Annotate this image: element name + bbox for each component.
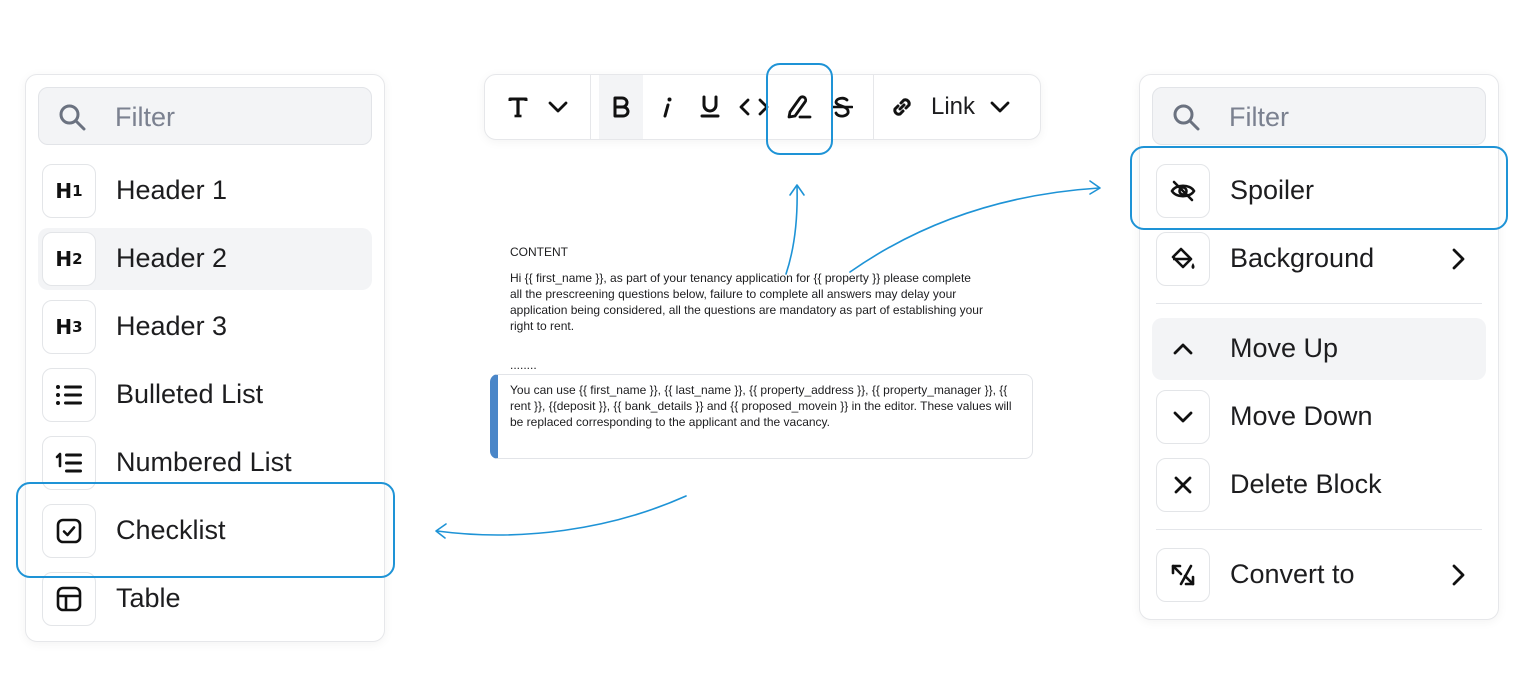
heading-2-icon: H 2 bbox=[42, 232, 96, 286]
menu-item-header-3[interactable] bbox=[38, 296, 372, 358]
inline-toolbar bbox=[484, 74, 1041, 140]
arrow-to-checklist bbox=[437, 496, 686, 535]
menu-item-bulleted-list[interactable] bbox=[38, 364, 372, 426]
menu-item-move-up[interactable] bbox=[1152, 318, 1486, 380]
heading-3-icon: H 3 bbox=[42, 300, 96, 354]
menu-item-label: Delete Block bbox=[1230, 469, 1382, 499]
strikethrough-icon bbox=[831, 95, 853, 119]
checklist-callout bbox=[16, 482, 395, 578]
inline-code-icon bbox=[739, 97, 769, 117]
underline-icon bbox=[700, 95, 720, 119]
link-icon bbox=[889, 94, 915, 120]
menu-item-header-1[interactable] bbox=[38, 160, 372, 222]
menu-item-label: Bulleted List bbox=[116, 379, 264, 409]
menu-item-label: Header 1 bbox=[116, 175, 228, 205]
filter-input[interactable] bbox=[113, 98, 357, 136]
intro-paragraph[interactable]: Hi {{ first_name }}, as part of your tenancy application for {{ property }} please complete all the prescreening questions below, failure to complete all answers may delay your application being considered, all the questions are mandatory as part of establishing your right to rent. bbox=[510, 271, 983, 333]
heading-1-icon: H 1 bbox=[42, 164, 96, 218]
spoiler-callout bbox=[1130, 146, 1508, 230]
search-icon bbox=[1171, 102, 1201, 132]
variables-notice[interactable]: You can use {{ first_name }}, {{ last_name }}, {{ property_address }}, {{ property_manager }}, {{ rent }}, {{deposit }}, {{ bank_details }} and {{ proposed_movein }} in the editor. These values will be replaced corresponding to the applicant and the vacancy. bbox=[490, 374, 1033, 459]
menu-item-label: Background bbox=[1230, 243, 1375, 273]
menu-item-label: Move Up bbox=[1230, 333, 1339, 363]
menu-item-header-2[interactable] bbox=[38, 228, 372, 290]
italic-icon bbox=[658, 96, 674, 118]
editor-content bbox=[510, 244, 1030, 334]
chevron-down-icon bbox=[547, 100, 569, 114]
toolbar-divider bbox=[873, 75, 874, 139]
filter-input[interactable] bbox=[1227, 98, 1471, 136]
italic-button[interactable] bbox=[651, 87, 681, 127]
close-icon bbox=[1156, 458, 1210, 512]
menu-divider bbox=[1156, 529, 1482, 530]
menu-item-label: Move Down bbox=[1230, 401, 1373, 431]
chevron-right-icon bbox=[1446, 247, 1470, 271]
chevron-down-icon bbox=[1156, 390, 1210, 444]
search-icon bbox=[57, 102, 87, 132]
table-icon bbox=[42, 572, 96, 626]
bold-icon bbox=[612, 96, 630, 118]
filter-box bbox=[1152, 87, 1486, 145]
menu-item-label: Spoiler bbox=[1230, 175, 1315, 205]
content-heading: CONTENT bbox=[510, 245, 568, 259]
chevron-down-icon bbox=[989, 100, 1011, 114]
text-type-icon bbox=[507, 96, 529, 118]
toolbar-divider bbox=[590, 75, 591, 139]
marker-callout bbox=[766, 63, 833, 155]
menu-item-label: Numbered List bbox=[116, 447, 292, 477]
convert-icon bbox=[1156, 548, 1210, 602]
text-type-dropdown[interactable] bbox=[543, 87, 573, 127]
chevron-right-icon bbox=[1446, 563, 1470, 587]
menu-item-label: Convert to bbox=[1230, 559, 1355, 589]
menu-item-label: Checklist bbox=[116, 515, 226, 545]
filter-box bbox=[38, 87, 372, 145]
menu-item-label: Header 3 bbox=[116, 311, 228, 341]
menu-item-label: Table bbox=[116, 583, 181, 613]
paint-bucket-icon bbox=[1156, 232, 1210, 286]
menu-item-move-down[interactable] bbox=[1152, 386, 1486, 448]
ellipsis-text: ........ bbox=[510, 358, 537, 372]
bold-button[interactable] bbox=[599, 75, 643, 139]
menu-item-label: Header 2 bbox=[116, 243, 228, 273]
underline-button[interactable] bbox=[695, 87, 725, 127]
menu-divider bbox=[1156, 303, 1482, 304]
text-type-button[interactable] bbox=[503, 87, 533, 127]
link-button[interactable] bbox=[889, 87, 1029, 127]
bulleted-list-icon bbox=[42, 368, 96, 422]
menu-item-background[interactable] bbox=[1152, 228, 1486, 290]
chevron-up-icon bbox=[1156, 322, 1210, 376]
link-label: Link bbox=[931, 93, 976, 120]
menu-item-delete-block[interactable] bbox=[1152, 454, 1486, 516]
menu-item-convert-to[interactable] bbox=[1152, 544, 1486, 606]
